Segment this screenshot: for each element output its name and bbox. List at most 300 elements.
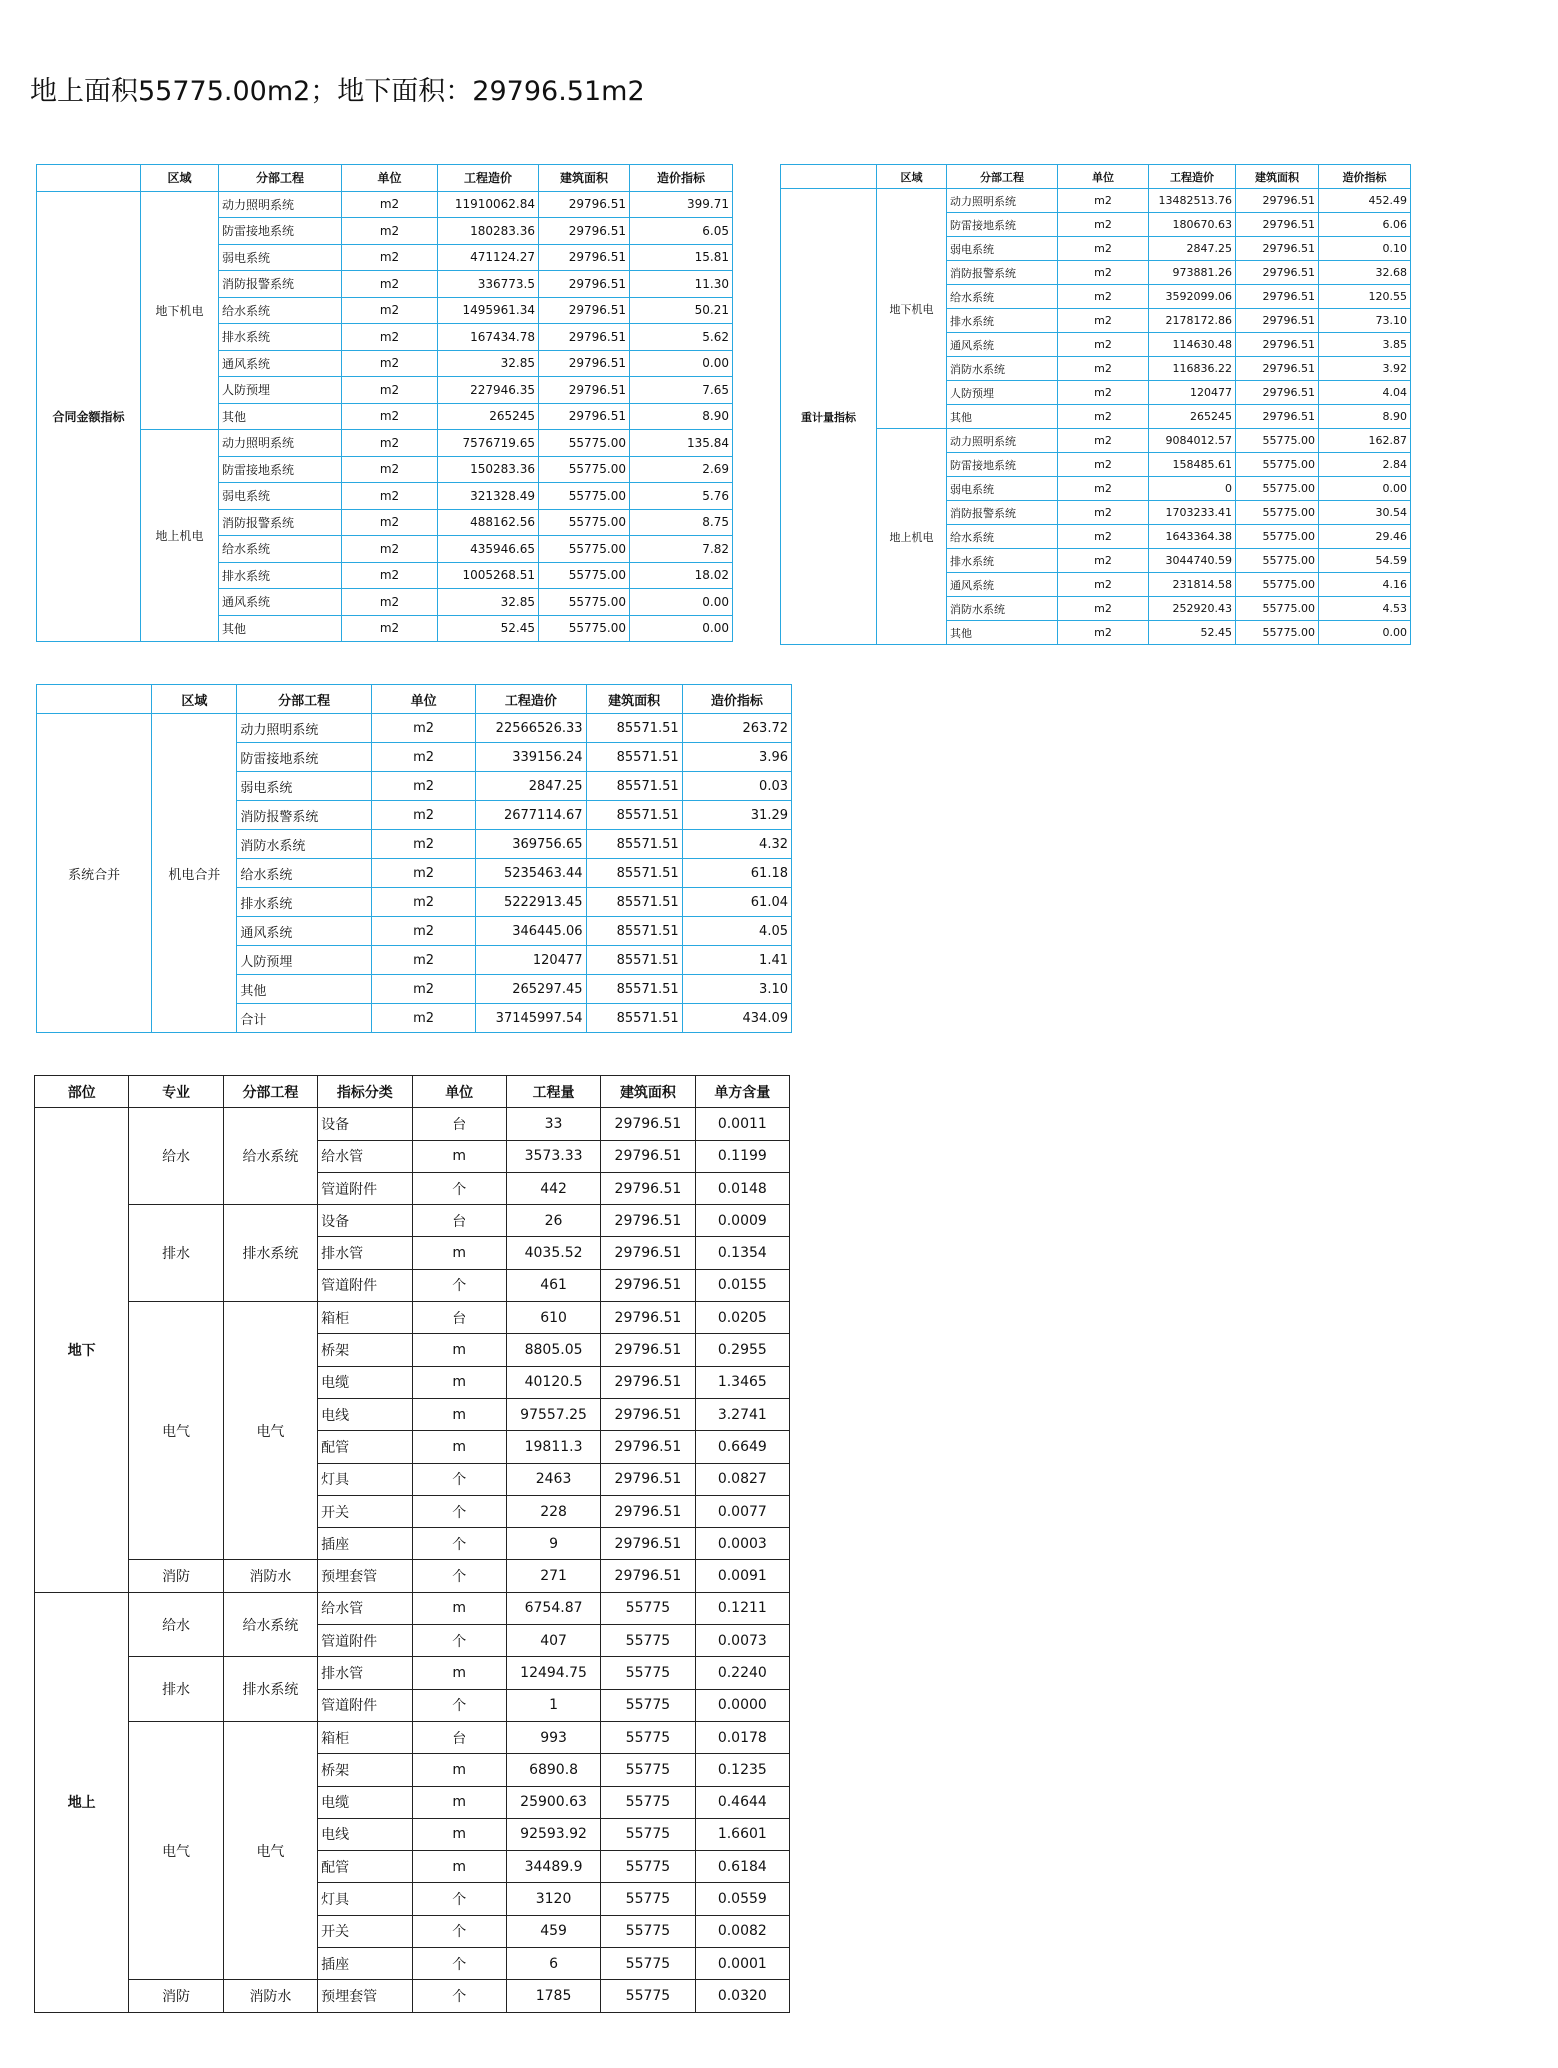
unit-cell: 台 — [412, 1205, 506, 1237]
major-cell: 电气 — [129, 1721, 223, 1979]
unit-cell: m2 — [1058, 453, 1149, 477]
subsystem-cell: 排水系统 — [223, 1657, 317, 1722]
cost-cell: 180670.63 — [1149, 213, 1236, 237]
cost-cell: 265245 — [1149, 405, 1236, 429]
category-cell: 排水管 — [318, 1237, 412, 1269]
column-header: 建筑面积 — [1236, 165, 1319, 189]
category-cell: 插座 — [318, 1528, 412, 1560]
index-cell: 61.04 — [682, 888, 791, 917]
area-cell: 55775.00 — [1236, 477, 1319, 501]
ratio-cell: 0.1199 — [695, 1140, 789, 1172]
subsystem-cell: 排水系统 — [947, 309, 1058, 333]
area-cell: 29796.51 — [539, 191, 630, 218]
ratio-cell: 1.3465 — [695, 1366, 789, 1398]
ratio-cell: 0.0000 — [695, 1689, 789, 1721]
subsystem-cell: 电气 — [223, 1721, 317, 1979]
area-cell: 29796.51 — [539, 350, 630, 377]
cost-cell: 2677114.67 — [476, 801, 586, 830]
ratio-cell: 0.0091 — [695, 1560, 789, 1592]
unit-cell: 台 — [412, 1108, 506, 1140]
area-cell: 29796.51 — [601, 1495, 695, 1527]
area-cell: 55775 — [601, 1948, 695, 1980]
table-row — [35, 1592, 790, 1624]
column-header: 分部工程 — [219, 165, 342, 192]
unit-cell: m2 — [1058, 237, 1149, 261]
ratio-cell: 0.0205 — [695, 1302, 789, 1334]
unit-cell: m2 — [342, 536, 438, 563]
category-cell: 桥架 — [318, 1334, 412, 1366]
category-cell: 管道附件 — [318, 1689, 412, 1721]
column-header: 建筑面积 — [539, 165, 630, 192]
subsystem-cell: 消防水系统 — [947, 597, 1058, 621]
cost-cell: 336773.5 — [438, 271, 539, 298]
cost-cell: 1643364.38 — [1149, 525, 1236, 549]
unit-cell: m — [412, 1592, 506, 1624]
subsystem-cell: 给水系统 — [223, 1592, 317, 1657]
area-cell: 85571.51 — [586, 975, 682, 1004]
subsystem-cell: 排水系统 — [237, 888, 372, 917]
unit-cell: m2 — [1058, 573, 1149, 597]
subsystem-cell: 其他 — [947, 405, 1058, 429]
column-header: 指标分类 — [318, 1076, 412, 1108]
cost-cell: 3592099.06 — [1149, 285, 1236, 309]
subsystem-cell: 防雷接地系统 — [947, 453, 1058, 477]
column-header: 区域 — [152, 685, 237, 714]
area-cell: 55775 — [601, 1980, 695, 2012]
major-cell: 给水 — [129, 1108, 223, 1205]
index-cell: 135.84 — [630, 430, 733, 457]
category-cell: 灯具 — [318, 1883, 412, 1915]
subsystem-cell: 动力照明系统 — [947, 429, 1058, 453]
unit-cell: m — [412, 1334, 506, 1366]
quantity-cell: 9 — [506, 1528, 600, 1560]
index-cell: 6.05 — [630, 218, 733, 245]
unit-cell: m — [412, 1786, 506, 1818]
area-cell: 29796.51 — [601, 1528, 695, 1560]
ratio-cell: 0.2240 — [695, 1657, 789, 1689]
unit-cell: m2 — [1058, 429, 1149, 453]
cost-cell: 5222913.45 — [476, 888, 586, 917]
quantity-cell: 92593.92 — [506, 1818, 600, 1850]
column-header: 工程造价 — [476, 685, 586, 714]
category-cell: 开关 — [318, 1915, 412, 1947]
unit-cell: m2 — [342, 403, 438, 430]
cost-cell: 2847.25 — [1149, 237, 1236, 261]
table-row — [35, 1657, 790, 1689]
unit-cell: m2 — [342, 271, 438, 298]
index-cell: 32.68 — [1319, 261, 1411, 285]
column-header: 单位 — [371, 685, 475, 714]
cost-cell: 231814.58 — [1149, 573, 1236, 597]
cost-cell: 339156.24 — [476, 743, 586, 772]
header-blank — [37, 685, 152, 714]
cost-cell: 252920.43 — [1149, 597, 1236, 621]
subsystem-cell: 弱电系统 — [219, 244, 342, 271]
category-cell: 开关 — [318, 1495, 412, 1527]
cost-cell: 2847.25 — [476, 772, 586, 801]
area-cell: 55775.00 — [1236, 549, 1319, 573]
table-row — [781, 189, 1411, 213]
ratio-cell: 0.1211 — [695, 1592, 789, 1624]
quantity-cell: 3573.33 — [506, 1140, 600, 1172]
ratio-cell: 0.0320 — [695, 1980, 789, 2012]
subsystem-cell: 其他 — [237, 975, 372, 1004]
category-cell: 电缆 — [318, 1366, 412, 1398]
index-cell: 434.09 — [682, 1004, 791, 1033]
ratio-cell: 0.0178 — [695, 1721, 789, 1753]
unit-cell: 个 — [412, 1980, 506, 2012]
cost-cell: 158485.61 — [1149, 453, 1236, 477]
unit-cell: m2 — [1058, 549, 1149, 573]
subsystem-cell: 给水系统 — [237, 859, 372, 888]
unit-cell: m2 — [342, 509, 438, 536]
unit-cell: m — [412, 1851, 506, 1883]
quantity-cell: 34489.9 — [506, 1851, 600, 1883]
area-cell: 29796.51 — [1236, 333, 1319, 357]
unit-cell: m — [412, 1754, 506, 1786]
major-cell: 消防 — [129, 1980, 223, 2012]
part-cell: 地下 — [35, 1108, 129, 1592]
subsystem-cell: 动力照明系统 — [219, 191, 342, 218]
category-cell: 管道附件 — [318, 1269, 412, 1301]
category-cell: 箱柜 — [318, 1302, 412, 1334]
subsystem-cell: 其他 — [219, 615, 342, 642]
index-cell: 1.41 — [682, 946, 791, 975]
unit-cell: m2 — [1058, 501, 1149, 525]
contract-amount-index-table — [36, 164, 733, 642]
quantity-cell: 25900.63 — [506, 1786, 600, 1818]
index-cell: 29.46 — [1319, 525, 1411, 549]
quantity-cell: 2463 — [506, 1463, 600, 1495]
area-cell: 55775 — [601, 1721, 695, 1753]
column-header: 工程量 — [506, 1076, 600, 1108]
area-cell: 29796.51 — [539, 377, 630, 404]
quantity-cell: 33 — [506, 1108, 600, 1140]
unit-cell: m2 — [371, 946, 475, 975]
subsystem-cell: 弱电系统 — [237, 772, 372, 801]
area-cell: 55775 — [601, 1657, 695, 1689]
quantity-cell: 610 — [506, 1302, 600, 1334]
subsystem-cell: 防雷接地系统 — [947, 213, 1058, 237]
index-cell: 399.71 — [630, 191, 733, 218]
index-cell: 4.05 — [682, 917, 791, 946]
ratio-cell: 3.2741 — [695, 1398, 789, 1430]
unit-cell: m2 — [371, 1004, 475, 1033]
column-header: 分部工程 — [223, 1076, 317, 1108]
area-cell: 29796.51 — [601, 1334, 695, 1366]
cost-cell: 9084012.57 — [1149, 429, 1236, 453]
subsystem-cell: 合计 — [237, 1004, 372, 1033]
major-cell: 电气 — [129, 1302, 223, 1560]
area-cell: 55775.00 — [1236, 573, 1319, 597]
area-cell: 29796.51 — [601, 1140, 695, 1172]
subsystem-cell: 弱电系统 — [947, 237, 1058, 261]
quantity-cell: 40120.5 — [506, 1366, 600, 1398]
area-cell: 85571.51 — [586, 859, 682, 888]
index-cell: 0.00 — [1319, 477, 1411, 501]
category-cell: 预埋套管 — [318, 1560, 412, 1592]
cost-cell: 22566526.33 — [476, 714, 586, 743]
area-cell: 55775.00 — [1236, 525, 1319, 549]
subsystem-cell: 消防水 — [223, 1560, 317, 1592]
subsystem-cell: 给水系统 — [947, 285, 1058, 309]
header-row — [781, 165, 1411, 189]
subsystem-cell: 防雷接地系统 — [219, 218, 342, 245]
group-label: 合同金额指标 — [37, 191, 141, 642]
index-cell: 4.16 — [1319, 573, 1411, 597]
column-header: 造价指标 — [630, 165, 733, 192]
column-header: 专业 — [129, 1076, 223, 1108]
ratio-cell: 0.0011 — [695, 1108, 789, 1140]
unit-cell: m2 — [342, 297, 438, 324]
quantity-cell: 993 — [506, 1721, 600, 1753]
index-cell: 0.00 — [630, 589, 733, 616]
region-cell: 地下机电 — [141, 191, 219, 430]
subsystem-cell: 消防报警系统 — [219, 509, 342, 536]
column-header: 工程造价 — [438, 165, 539, 192]
unit-cell: m2 — [342, 430, 438, 457]
area-cell: 29796.51 — [1236, 309, 1319, 333]
table-row — [37, 714, 792, 743]
unit-cell: m2 — [1058, 381, 1149, 405]
area-cell: 29796.51 — [539, 218, 630, 245]
subsystem-cell: 消防水 — [223, 1980, 317, 2012]
ratio-cell: 0.4644 — [695, 1786, 789, 1818]
area-cell: 85571.51 — [586, 830, 682, 859]
area-cell: 29796.51 — [601, 1269, 695, 1301]
area-cell: 55775.00 — [1236, 597, 1319, 621]
column-header: 单位 — [412, 1076, 506, 1108]
index-cell: 0.00 — [630, 615, 733, 642]
category-cell: 桥架 — [318, 1754, 412, 1786]
quantity-cell: 228 — [506, 1495, 600, 1527]
unit-cell: m2 — [1058, 525, 1149, 549]
region-cell: 地下机电 — [877, 189, 947, 429]
quantity-cell: 3120 — [506, 1883, 600, 1915]
area-cell: 55775.00 — [539, 509, 630, 536]
cost-cell: 471124.27 — [438, 244, 539, 271]
header-row — [37, 165, 733, 192]
cost-cell: 52.45 — [438, 615, 539, 642]
index-cell: 0.03 — [682, 772, 791, 801]
index-cell: 73.10 — [1319, 309, 1411, 333]
region-cell: 机电合并 — [152, 714, 237, 1033]
area-cell: 55775.00 — [1236, 501, 1319, 525]
unit-cell: m2 — [371, 743, 475, 772]
category-cell: 电线 — [318, 1818, 412, 1850]
index-cell: 5.62 — [630, 324, 733, 351]
cost-cell: 37145997.54 — [476, 1004, 586, 1033]
subsystem-cell: 其他 — [219, 403, 342, 430]
unit-cell: m2 — [342, 456, 438, 483]
unit-cell: m2 — [1058, 189, 1149, 213]
ratio-cell: 0.6649 — [695, 1431, 789, 1463]
unit-cell: m2 — [1058, 213, 1149, 237]
index-cell: 452.49 — [1319, 189, 1411, 213]
unit-cell: m — [412, 1366, 506, 1398]
quantity-cell: 19811.3 — [506, 1431, 600, 1463]
area-cell: 55775 — [601, 1689, 695, 1721]
index-cell: 11.30 — [630, 271, 733, 298]
unit-cell: m2 — [342, 244, 438, 271]
quantity-cell: 6 — [506, 1948, 600, 1980]
quantity-cell: 1 — [506, 1689, 600, 1721]
index-cell: 2.84 — [1319, 453, 1411, 477]
part-cell: 地上 — [35, 1592, 129, 2012]
area-cell: 29796.51 — [1236, 357, 1319, 381]
area-cell: 29796.51 — [1236, 213, 1319, 237]
area-cell: 29796.51 — [601, 1172, 695, 1204]
ratio-cell: 0.2955 — [695, 1334, 789, 1366]
subsystem-cell: 消防报警系统 — [219, 271, 342, 298]
area-cell: 55775 — [601, 1786, 695, 1818]
unit-cell: m2 — [371, 917, 475, 946]
unit-cell: m2 — [371, 801, 475, 830]
area-cell: 55775.00 — [539, 483, 630, 510]
area-cell: 85571.51 — [586, 714, 682, 743]
major-cell: 排水 — [129, 1657, 223, 1722]
subsystem-cell: 防雷接地系统 — [219, 456, 342, 483]
ratio-cell: 0.0001 — [695, 1948, 789, 1980]
area-cell: 55775.00 — [539, 430, 630, 457]
unit-cell: m — [412, 1657, 506, 1689]
area-cell: 55775 — [601, 1851, 695, 1883]
quantity-cell: 12494.75 — [506, 1657, 600, 1689]
unit-cell: m2 — [1058, 405, 1149, 429]
area-cell: 55775.00 — [1236, 453, 1319, 477]
subsystem-cell: 通风系统 — [219, 589, 342, 616]
index-cell: 5.76 — [630, 483, 733, 510]
area-cell: 55775.00 — [1236, 429, 1319, 453]
subsystem-cell: 排水系统 — [947, 549, 1058, 573]
quantity-cell: 1785 — [506, 1980, 600, 2012]
category-cell: 排水管 — [318, 1657, 412, 1689]
area-cell: 55775 — [601, 1915, 695, 1947]
table-row — [35, 1302, 790, 1334]
cost-cell: 114630.48 — [1149, 333, 1236, 357]
unit-cell: m2 — [371, 714, 475, 743]
cost-cell: 120477 — [1149, 381, 1236, 405]
quantity-cell: 459 — [506, 1915, 600, 1947]
unit-cell: 台 — [412, 1302, 506, 1334]
area-cell: 29796.51 — [1236, 189, 1319, 213]
area-cell: 29796.51 — [1236, 405, 1319, 429]
system-merge-table — [36, 684, 792, 1033]
cost-cell: 0 — [1149, 477, 1236, 501]
column-header: 区域 — [877, 165, 947, 189]
cost-cell: 52.45 — [1149, 621, 1236, 645]
index-cell: 8.90 — [1319, 405, 1411, 429]
subsystem-cell: 人防预埋 — [237, 946, 372, 975]
column-header: 建筑面积 — [586, 685, 682, 714]
category-cell: 管道附件 — [318, 1625, 412, 1657]
subsystem-cell: 消防报警系统 — [947, 261, 1058, 285]
area-cell: 29796.51 — [539, 244, 630, 271]
unit-cell: 个 — [412, 1495, 506, 1527]
header-row — [35, 1076, 790, 1108]
table-row — [37, 191, 733, 218]
unit-cell: 个 — [412, 1528, 506, 1560]
subsystem-cell: 弱电系统 — [947, 477, 1058, 501]
ratio-cell: 0.6184 — [695, 1851, 789, 1883]
unit-cell: 台 — [412, 1721, 506, 1753]
quantity-cell: 407 — [506, 1625, 600, 1657]
category-cell: 箱柜 — [318, 1721, 412, 1753]
unit-cell: m2 — [342, 324, 438, 351]
unit-cell: m2 — [1058, 309, 1149, 333]
ratio-cell: 0.0077 — [695, 1495, 789, 1527]
subsystem-cell: 给水系统 — [219, 536, 342, 563]
unit-cell: 个 — [412, 1915, 506, 1947]
subsystem-cell: 电气 — [223, 1302, 317, 1560]
unit-cell: m — [412, 1818, 506, 1850]
quantity-cell: 6754.87 — [506, 1592, 600, 1624]
subsystem-cell: 人防预埋 — [947, 381, 1058, 405]
ratio-cell: 0.0003 — [695, 1528, 789, 1560]
cost-cell: 369756.65 — [476, 830, 586, 859]
area-cell: 29796.51 — [601, 1205, 695, 1237]
subsystem-cell: 其他 — [947, 621, 1058, 645]
unit-cell: m — [412, 1398, 506, 1430]
area-cell: 55775.00 — [539, 562, 630, 589]
ratio-cell: 0.1354 — [695, 1237, 789, 1269]
table-row — [35, 1560, 790, 1592]
unit-cell: m — [412, 1140, 506, 1172]
quantity-cell: 97557.25 — [506, 1398, 600, 1430]
table-row — [37, 430, 733, 457]
cost-cell: 2178172.86 — [1149, 309, 1236, 333]
column-header: 单位 — [342, 165, 438, 192]
area-cell: 29796.51 — [1236, 237, 1319, 261]
subsystem-cell: 给水系统 — [223, 1108, 317, 1205]
cost-cell: 3044740.59 — [1149, 549, 1236, 573]
area-cell: 55775.00 — [539, 456, 630, 483]
area-cell: 85571.51 — [586, 801, 682, 830]
subsystem-cell: 通风系统 — [237, 917, 372, 946]
unit-cell: m2 — [342, 377, 438, 404]
ratio-cell: 0.0559 — [695, 1883, 789, 1915]
column-header: 造价指标 — [1319, 165, 1411, 189]
area-cell: 55775 — [601, 1818, 695, 1850]
unit-cell: 个 — [412, 1625, 506, 1657]
subsystem-cell: 动力照明系统 — [237, 714, 372, 743]
area-cell: 29796.51 — [539, 271, 630, 298]
area-cell: 29796.51 — [601, 1108, 695, 1140]
ratio-cell: 0.0827 — [695, 1463, 789, 1495]
cost-cell: 32.85 — [438, 589, 539, 616]
column-header: 区域 — [141, 165, 219, 192]
cost-cell: 1005268.51 — [438, 562, 539, 589]
unit-cell: m — [412, 1431, 506, 1463]
category-cell: 设备 — [318, 1108, 412, 1140]
column-header: 造价指标 — [682, 685, 791, 714]
area-cell: 85571.51 — [586, 772, 682, 801]
table-row — [35, 1980, 790, 2012]
unit-cell: m2 — [371, 772, 475, 801]
index-cell: 15.81 — [630, 244, 733, 271]
area-cell: 55775.00 — [539, 589, 630, 616]
index-cell: 3.85 — [1319, 333, 1411, 357]
ratio-cell: 0.0082 — [695, 1915, 789, 1947]
quantity-cell: 461 — [506, 1269, 600, 1301]
area-cell: 55775 — [601, 1883, 695, 1915]
area-cell: 29796.51 — [539, 403, 630, 430]
area-cell: 29796.51 — [601, 1398, 695, 1430]
area-cell: 29796.51 — [601, 1237, 695, 1269]
index-cell: 3.92 — [1319, 357, 1411, 381]
index-cell: 8.75 — [630, 509, 733, 536]
area-cell: 55775 — [601, 1592, 695, 1624]
